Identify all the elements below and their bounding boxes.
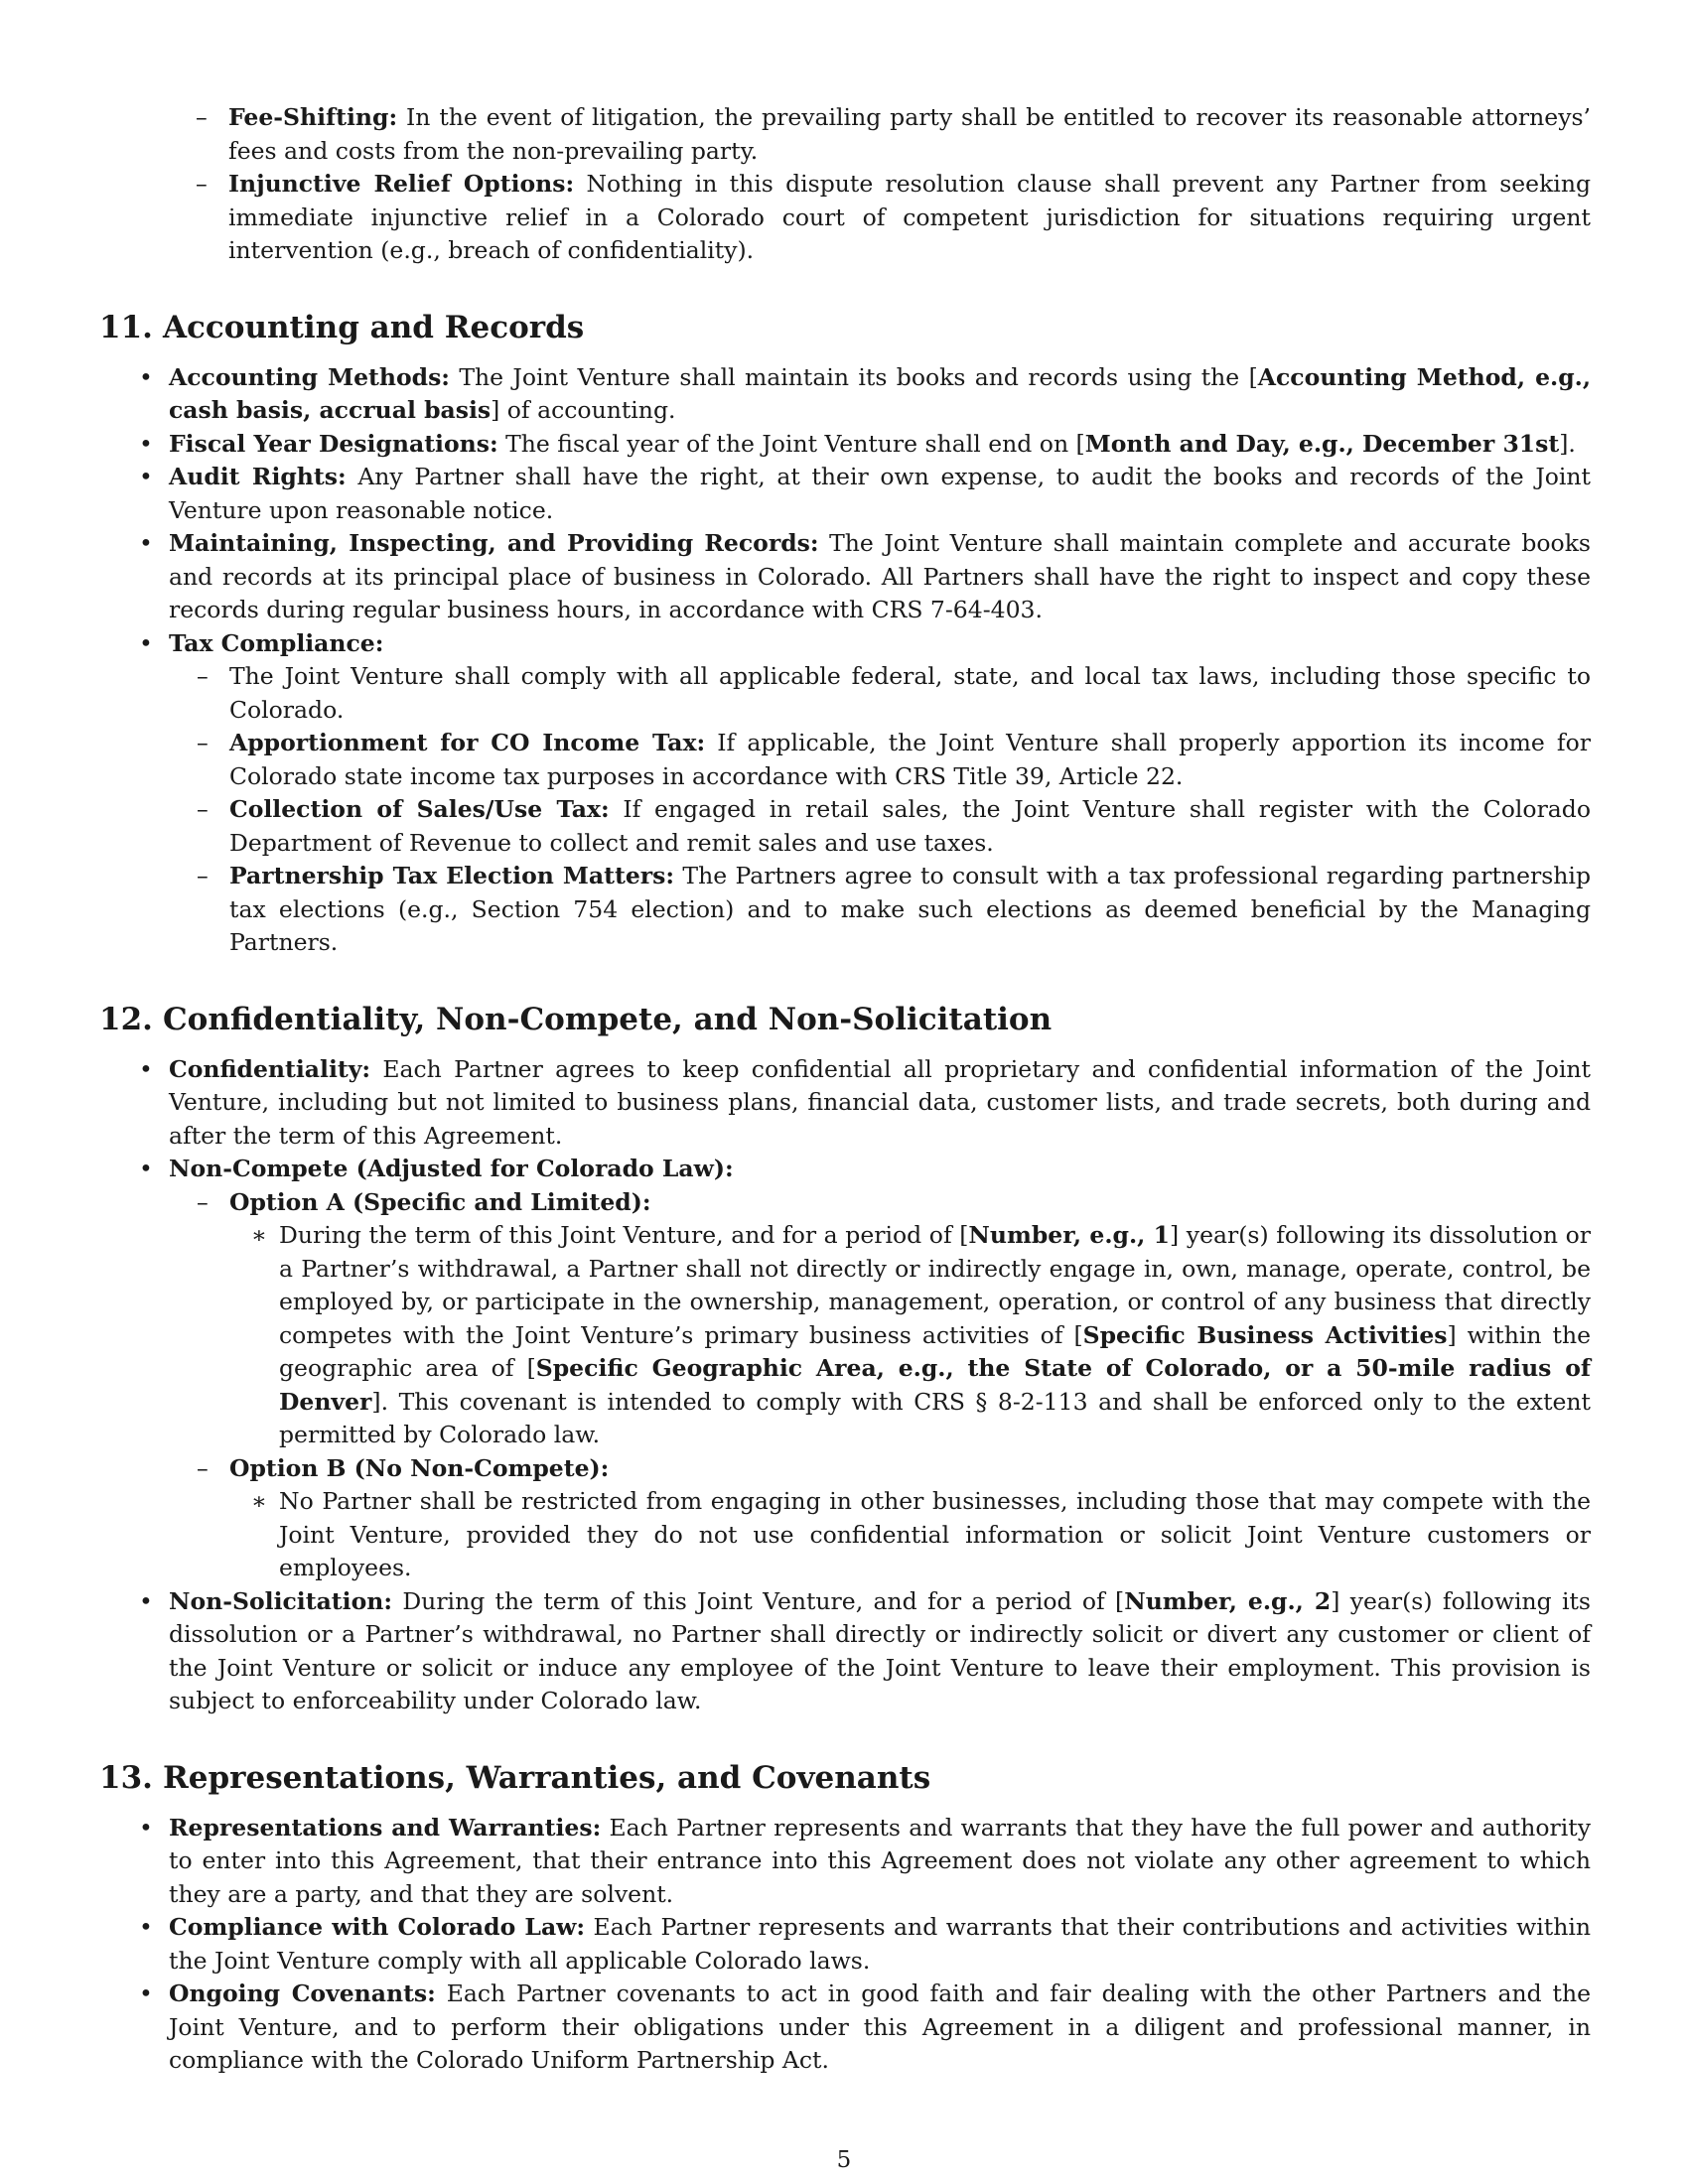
option-a-text (229, 1219, 1591, 1452)
item-text: ] of accounting. (491, 396, 676, 424)
item-text: If applicable, the Joint Venture shall properly apportion its income for Colorado state income tax purposes in accordance with CRS Title 39, Article 22. (229, 729, 1591, 790)
item-label: Accounting Methods: (169, 362, 450, 391)
item-label: Compliance with Colorado Law: (169, 1913, 586, 1941)
item-label: Fee-Shifting: (228, 103, 398, 131)
list-item (99, 1585, 1591, 1718)
sublist-item (169, 860, 1591, 960)
item-text: Each Partner covenants to act in good faith and fair dealing with the other Partners and the Joint Venture, and to perform their obligations under this Agreement in a diligent and professional manner, in compliance with the Colorado Uniform Partnership Act. (169, 1979, 1592, 2074)
section-heading (99, 1758, 1591, 1798)
list-item (99, 461, 1591, 527)
section-13 (99, 1758, 1591, 2078)
item-text: ]. (1559, 429, 1576, 458)
section-number: 11. (99, 309, 153, 345)
item-text: The fiscal year of the Joint Venture shall end on [ (497, 429, 1085, 458)
item-text: ]. This covenant is intended to comply with CRS § 8-2-113 and shall be enforced only to the extent permitted by Colorado law. (279, 1387, 1591, 1448)
item-label: Apportionment for CO Income Tax: (229, 729, 706, 756)
section-title: Representations, Warranties, and Covenants (163, 1759, 931, 1796)
list-item (99, 1053, 1591, 1154)
section-12-list (99, 1053, 1591, 1718)
item-text: The Partners agree to consult with a tax professional regarding partnership tax elections (e.g., Section 754 election) and to make such elections as deemed beneficial by the Managing Partners. (229, 862, 1591, 956)
fee-shifting-item (99, 101, 1591, 168)
section-number: 13. (99, 1759, 153, 1796)
option-b-text (229, 1485, 1591, 1585)
item-text: Nothing in this dispute resolution clause shall prevent any Partner from seeking immediate injunctive relief in a Colorado court of competent jurisdiction for situations requiring urgent intervention (e.g., breach of confidentiality). (228, 170, 1592, 264)
section-12 (99, 1000, 1591, 1718)
item-label: Audit Rights: (169, 463, 347, 490)
item-label: Injunctive Relief Options: (228, 170, 575, 198)
list-item (99, 527, 1591, 627)
item-text: During the term of this Joint Venture, and for a period of [ (392, 1586, 1125, 1615)
option-a (169, 1186, 1591, 1452)
dispute-resolution-continued-list (99, 101, 1591, 268)
section-13-list (99, 1812, 1591, 2078)
section-heading (99, 1000, 1591, 1039)
placeholder-text: Number, e.g., 1 (968, 1221, 1171, 1249)
option-b (169, 1452, 1591, 1585)
placeholder-text: Month and Day, e.g., December 31st (1084, 429, 1560, 458)
page-number: 5 (836, 2147, 852, 2173)
item-label: Maintaining, Inspecting, and Providing Records: (169, 529, 819, 557)
item-label: Tax Compliance: (169, 628, 384, 657)
item-text: Each Partner represents and warrants that they have the full power and authority to enter into this Agreement, that their entrance into this Agreement does not violate any other agreement to which they are a party, and that they are solvent. (169, 1813, 1591, 1908)
item-label: Option A (Specific and Limited): (229, 1187, 651, 1216)
item-label: Ongoing Covenants: (169, 1979, 436, 2007)
placeholder-text: Number, e.g., 2 (1124, 1586, 1332, 1615)
item-text: In the event of litigation, the prevailing party shall be entitled to recover its reasonable attorneys’ fees and costs from the non-prevailing party. (228, 103, 1591, 165)
option-a-details (229, 1219, 1591, 1452)
item-text: The Joint Venture shall maintain its books and records using the [ (449, 362, 1258, 391)
item-text: Any Partner shall have the right, at their own expense, to audit the books and records of the Joint Venture upon reasonable notice. (169, 463, 1592, 524)
option-b-details (229, 1485, 1591, 1585)
item-label: Representations and Warranties: (169, 1813, 602, 1842)
item-text: If engaged in retail sales, the Joint Venture shall register with the Colorado Department of Revenue to collect and remit sales and use taxes. (229, 795, 1592, 857)
item-text: The Joint Venture shall comply with all applicable federal, state, and local tax laws, including those specific to Colorado. (229, 662, 1591, 724)
item-label: Non-Solicitation: (169, 1586, 393, 1615)
sublist-item (169, 660, 1591, 727)
item-text: The Joint Venture shall maintain complete and accurate books and records at its principal place of business in Colorado. All Partners shall have the right to inspect and copy these records during regular business hours, in accordance with CRS 7-64-403. (169, 529, 1591, 623)
section-11 (99, 308, 1591, 960)
item-text: Each Partner represents and warrants that their contributions and activities within the Joint Venture comply with all applicable Colorado laws. (169, 1913, 1592, 1975)
section-number: 12. (99, 1001, 153, 1037)
item-text: ] year(s) following its dissolution or a Partner’s withdrawal, a Partner shall not directly or indirectly engage in, own, manage, operate, control, be employed by, or participate in the ownership, management, operation, or control of any business that directly competes with the Joint Venture’s primary business activities of [ (279, 1221, 1591, 1349)
list-item (99, 1812, 1591, 1912)
item-text: During the term of this Joint Venture, and for a period of [ (279, 1221, 969, 1249)
sublist-item (169, 727, 1591, 793)
item-text: No Partner shall be restricted from engaging in other businesses, including those that may compete with the Joint Venture, provided they do not use confidential information or solicit Joint Venture customers or employees. (279, 1487, 1591, 1581)
item-label: Partnership Tax Election Matters: (229, 862, 675, 889)
injunctive-relief-item (99, 168, 1591, 268)
tax-compliance-sublist (169, 660, 1591, 960)
list-item (99, 428, 1591, 462)
list-item (99, 1911, 1591, 1978)
list-item (99, 1153, 1591, 1585)
placeholder-text: Specific Geographic Area, e.g., the State of Colorado, or a 50-mile radius of Denver (279, 1354, 1592, 1416)
section-heading (99, 308, 1591, 347)
sublist-item (169, 793, 1591, 860)
list-item (99, 627, 1591, 960)
placeholder-text: Specific Business Activities (1082, 1320, 1448, 1349)
section-title: Accounting and Records (163, 309, 585, 345)
page-content (99, 101, 1591, 2078)
item-text: Each Partner agrees to keep confidential all proprietary and confidential information of the Joint Venture, including but not limited to business plans, financial data, customer lists, and trade secrets, both during and after the term of this Agreement. (169, 1054, 1591, 1150)
list-item (99, 361, 1591, 428)
item-label: Non-Compete (Adjusted for Colorado Law): (169, 1155, 734, 1182)
section-title: Confidentiality, Non-Compete, and Non-Solicitation (163, 1001, 1053, 1037)
item-label: Confidentiality: (169, 1054, 371, 1083)
item-text: ] within the geographic area of [ (279, 1320, 1591, 1382)
item-text: ] year(s) following its dissolution or a Partner’s withdrawal, no Partner shall directly or indirectly solicit or divert any customer or client of the Joint Venture or solicit or induce any employee of the Joint Venture to leave their employment. This provision is subject to enforceability under Colorado law. (169, 1586, 1591, 1714)
item-label: Option B (No Non-Compete): (229, 1453, 610, 1482)
placeholder-text: Accounting Method, e.g., cash basis, accrual basis (169, 362, 1591, 424)
item-label: Fiscal Year Designations: (169, 429, 498, 458)
section-11-list (99, 361, 1591, 960)
item-label: Collection of Sales/Use Tax: (229, 795, 610, 823)
non-compete-options (169, 1186, 1591, 1585)
list-item (99, 1978, 1591, 2078)
